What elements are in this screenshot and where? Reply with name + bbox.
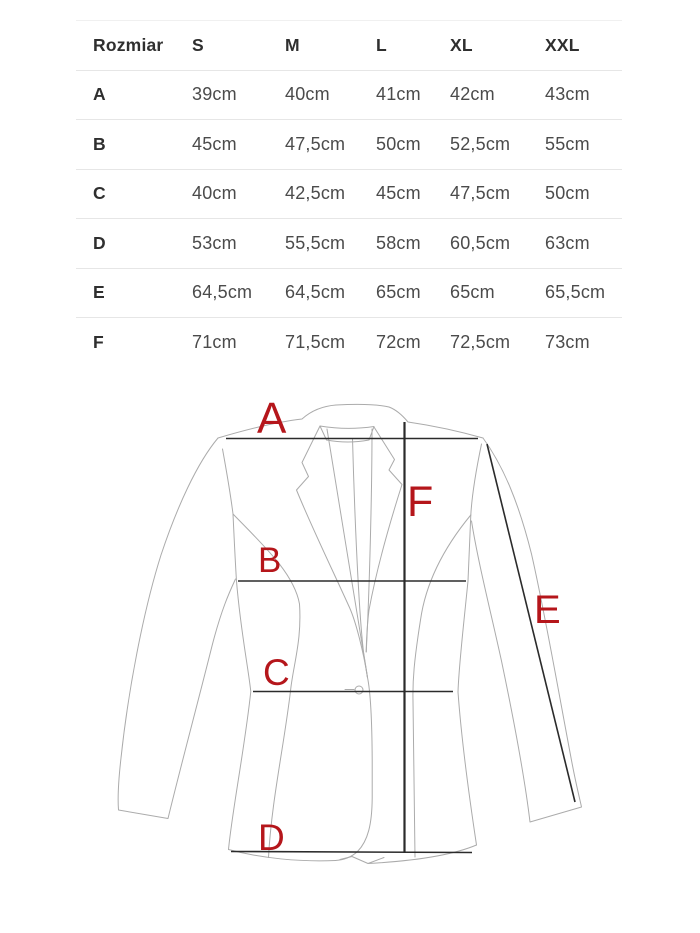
table-row-e [76,269,622,319]
row-label: F [93,331,104,352]
size-value: 65,5cm [545,282,606,303]
column-header-rozmiar: Rozmiar [93,34,164,55]
size-table [76,20,622,367]
size-table-header-row [76,21,622,71]
size-value: 52,5cm [450,133,511,154]
size-value: 40cm [285,84,330,105]
size-value: 72cm [376,331,421,352]
size-value: 71cm [192,331,237,352]
size-value: 47,5cm [285,133,346,154]
jacket-left-armhole [223,449,234,514]
jacket-right-roll-line [366,429,372,652]
size-value: 40cm [192,183,237,204]
table-row-f [76,318,622,367]
jacket-left-roll-line [327,429,368,678]
column-header-s: S [192,34,204,55]
size-value: 64,5cm [285,282,346,303]
table-row-c [76,170,622,220]
jacket-left-side [229,514,251,850]
measure-arrow-e [487,444,575,802]
size-value: 58cm [376,232,421,253]
jacket-button [355,686,363,694]
size-value: 50cm [376,133,421,154]
table-row-d [76,219,622,269]
size-value: 65cm [450,282,495,303]
size-value: 71,5cm [285,331,346,352]
size-value: 55cm [545,133,590,154]
row-label: C [93,183,106,204]
measure-label-f: F [407,478,434,526]
row-label: B [93,133,106,154]
row-label: E [93,282,105,303]
size-value: 60,5cm [450,232,511,253]
size-value: 43cm [545,84,590,105]
size-value: 45cm [376,183,421,204]
measurement-arrows [226,422,575,853]
jacket-right-side [458,515,477,845]
measure-label-a: A [257,394,287,443]
measure-label-d: D [258,817,285,858]
size-value: 41cm [376,84,421,105]
size-value: 64,5cm [192,282,253,303]
size-value: 50cm [545,183,590,204]
jacket-measurement-diagram [0,375,700,933]
jacket-right-seam [413,515,471,857]
size-value: 47,5cm [450,183,511,204]
table-row-b [76,120,622,170]
size-value: 63cm [545,232,590,253]
measure-label-c: C [263,652,290,693]
jacket-left-sleeve [118,438,235,819]
column-header-xl: XL [450,34,473,55]
size-value: 42,5cm [285,183,346,204]
row-label: A [93,84,106,105]
measure-label-b: B [258,541,282,580]
size-value: 55,5cm [285,232,346,253]
size-value: 73cm [545,331,590,352]
size-value: 72,5cm [450,331,511,352]
column-header-l: L [376,34,387,55]
size-value: 42cm [450,84,495,105]
row-label: D [93,232,106,253]
column-header-m: M [285,34,300,55]
column-header-xxl: XXL [545,34,580,55]
size-value: 45cm [192,133,237,154]
size-value: 65cm [376,282,421,303]
jacket-right-armhole [471,444,482,515]
measure-label-e: E [534,588,561,632]
size-value: 39cm [192,84,237,105]
jacket-outline [118,404,581,863]
table-row-a [76,71,622,121]
size-value: 53cm [192,232,237,253]
